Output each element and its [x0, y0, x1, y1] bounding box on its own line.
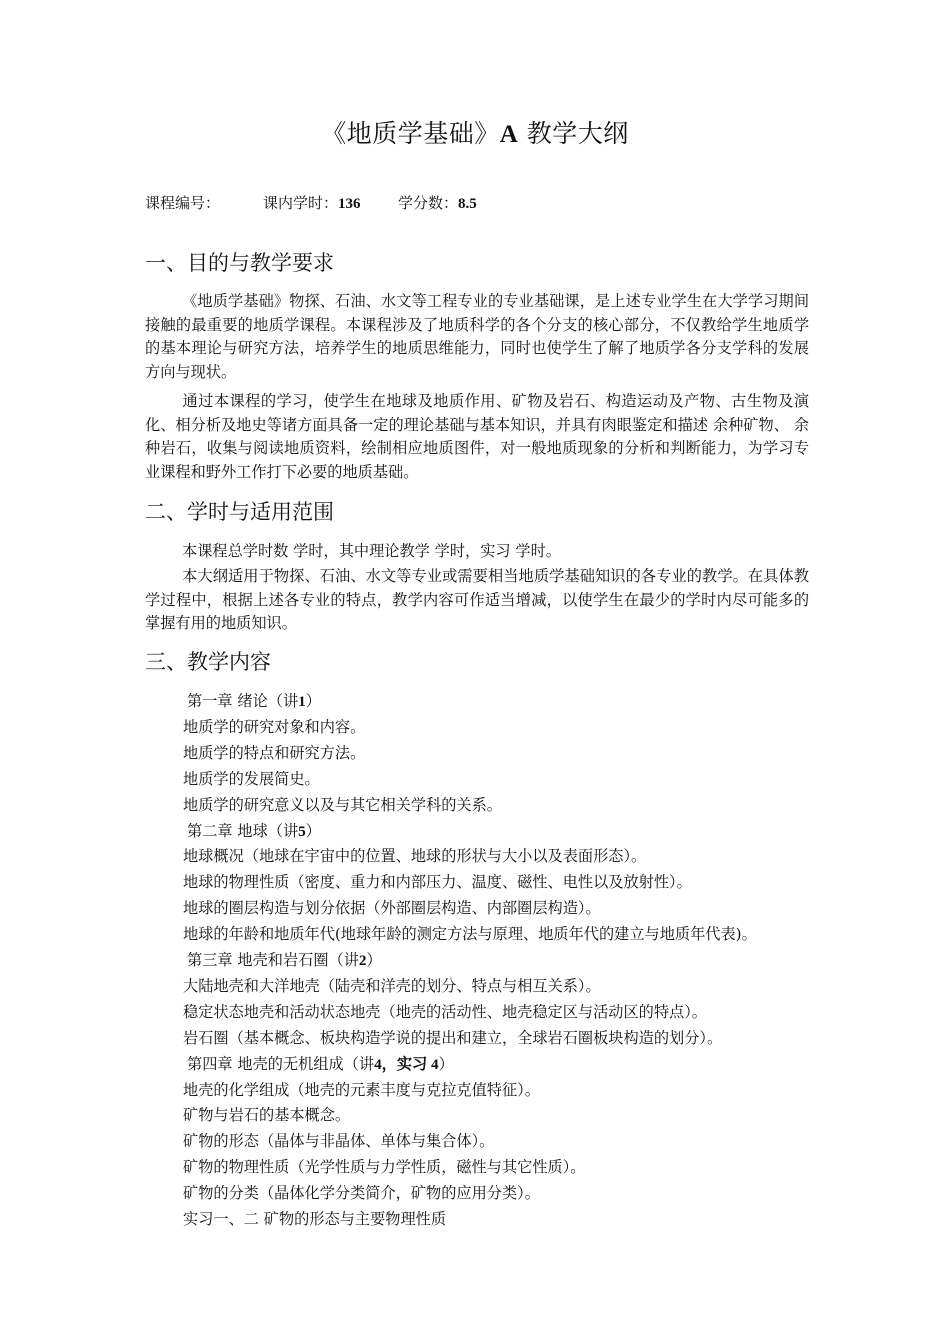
content-item: 地球概况（地球在宇宙中的位置、地球的形状与大小以及表面形态）。 — [183, 847, 647, 866]
chapter-hours: 1 — [298, 693, 306, 710]
content-item: 地球的物理性质（密度、重力和内部压力、温度、磁性、电性以及放射性）。 — [183, 873, 692, 892]
section2-paragraph-2 — [145, 565, 809, 636]
chapter-heading — [187, 949, 382, 970]
content-item: 大陆地壳和大洋地壳（陆壳和洋壳的划分、特点与相互关系）。 — [183, 976, 601, 995]
content-item: 稳定状态地壳和活动状态地壳（地壳的活动性、地壳稳定区与活动区的特点）。 — [183, 1002, 707, 1021]
content-item: 地质学的研究对象和内容。 — [183, 717, 366, 736]
section2-para2-text: 本大纲适用于物探、石油、水文等专业或需要相当地质学基础知识的各专业的教学。在具体教学过程中，根据上述各专业的特点，教学内容可作适当增减，以使学生在最少的学时内尽可能多的掌握有用的地质知识。 — [145, 567, 809, 632]
content-item: 地质学的发展简史。 — [183, 769, 320, 788]
credit-label: 学分数： — [398, 194, 459, 212]
section-heading-2: 二、学时与适用范围 — [145, 500, 334, 524]
section1-paragraph-1 — [145, 290, 809, 384]
chapter-hours: 5 — [298, 822, 306, 840]
chapter-heading — [187, 1053, 454, 1074]
content-item: 地球的年龄和地质年代(地球年龄的测定方法与原理、地质年代的建立与地质年代表)。 — [183, 925, 757, 944]
hours-label: 课内学时： — [263, 194, 339, 212]
content-item: 地壳的化学组成（地壳的元素丰度与克拉克值特征）。 — [183, 1080, 540, 1099]
content-item: 实习一、二 矿物的形态与主要物理性质 — [183, 1210, 447, 1228]
chapter-close: ） — [305, 821, 321, 840]
chapter-close: ） — [438, 1054, 454, 1073]
chapter-hours: 2 — [358, 952, 367, 969]
course-meta — [145, 192, 477, 213]
content-item: 地质学的研究意义以及与其它相关学科的关系。 — [183, 795, 502, 814]
credit-value: 8.5 — [458, 196, 477, 212]
chapter-heading — [187, 820, 321, 841]
chapter-title: 第四章 地壳的无机组成（讲 — [187, 1054, 375, 1073]
content-item: 矿物的物理性质（光学性质与力学性质，磁性与其它性质）。 — [183, 1158, 586, 1177]
content-item: 矿物的形态（晶体与非晶体、单体与集合体）。 — [183, 1132, 495, 1151]
title-part1: 《地质学基础》 — [321, 119, 500, 148]
section1-para1-text: 《地质学基础》物探、石油、水文等工程专业的专业基础课，是上述专业学生在大学学习期间接触的最重要的地质学课程。本课程涉及了地质科学的各个分支的核心部分，不仅教给学生地质学的基本理论与研究方法，培养学生的地质思维能力，同时也使学生了解了地质学各分支学科的发展方向与现状。 — [145, 292, 809, 381]
chapter-heading — [187, 690, 321, 711]
section-heading-3: 三、教学内容 — [145, 650, 271, 674]
title-part2: 教学大纲 — [518, 119, 629, 148]
chapter-close: ） — [366, 951, 382, 969]
content-item: 地球的圈层构造与划分依据（外部圈层构造、内部圈层构造）。 — [183, 899, 601, 918]
chapter-close: ） — [305, 692, 321, 710]
content-item: 矿物与岩石的基本概念。 — [183, 1106, 351, 1125]
section1-para2-text: 通过本课程的学习，使学生在地球及地质作用、矿物及岩石、构造运动及产物、古生物及演化、相分析及地史等诸方面具备一定的理论基础与基本知识，并具有肉眼鉴定和描述 余种矿物、 余种岩石，收集与阅读地质资料，绘制相应地质图件，对一般地质现象的分析和判断能力，为学习专业课程和野外工作打下必要的地质基础。 — [145, 392, 809, 481]
content-item: 矿物的分类（晶体化学分类简介，矿物的应用分类）。 — [183, 1184, 540, 1203]
content-item: 地质学的特点和研究方法。 — [183, 743, 366, 762]
chapter-title: 第二章 地球（讲 — [187, 821, 299, 840]
document-title — [0, 114, 950, 150]
chapter-title: 第三章 地壳和岩石圈（讲 — [187, 951, 359, 969]
section-heading-1: 一、目的与教学要求 — [145, 251, 334, 275]
section1-paragraph-2 — [145, 390, 809, 484]
chapter-hours: 4，实习 4 — [374, 1055, 439, 1073]
hours-value: 136 — [338, 196, 361, 212]
title-bold: A — [499, 121, 519, 148]
chapter-title: 第一章 绪论（讲 — [187, 692, 299, 710]
section2-para1-text: 本课程总学时数 学时，其中理论教学 学时，实习 学时。 — [182, 542, 561, 560]
content-item: 岩石圈（基本概念、板块构造学说的提出和建立，全球岩石圈板块构造的划分）。 — [183, 1028, 723, 1047]
section2-paragraph-1 — [145, 540, 809, 564]
course-code-label: 课程编号： — [145, 194, 221, 212]
